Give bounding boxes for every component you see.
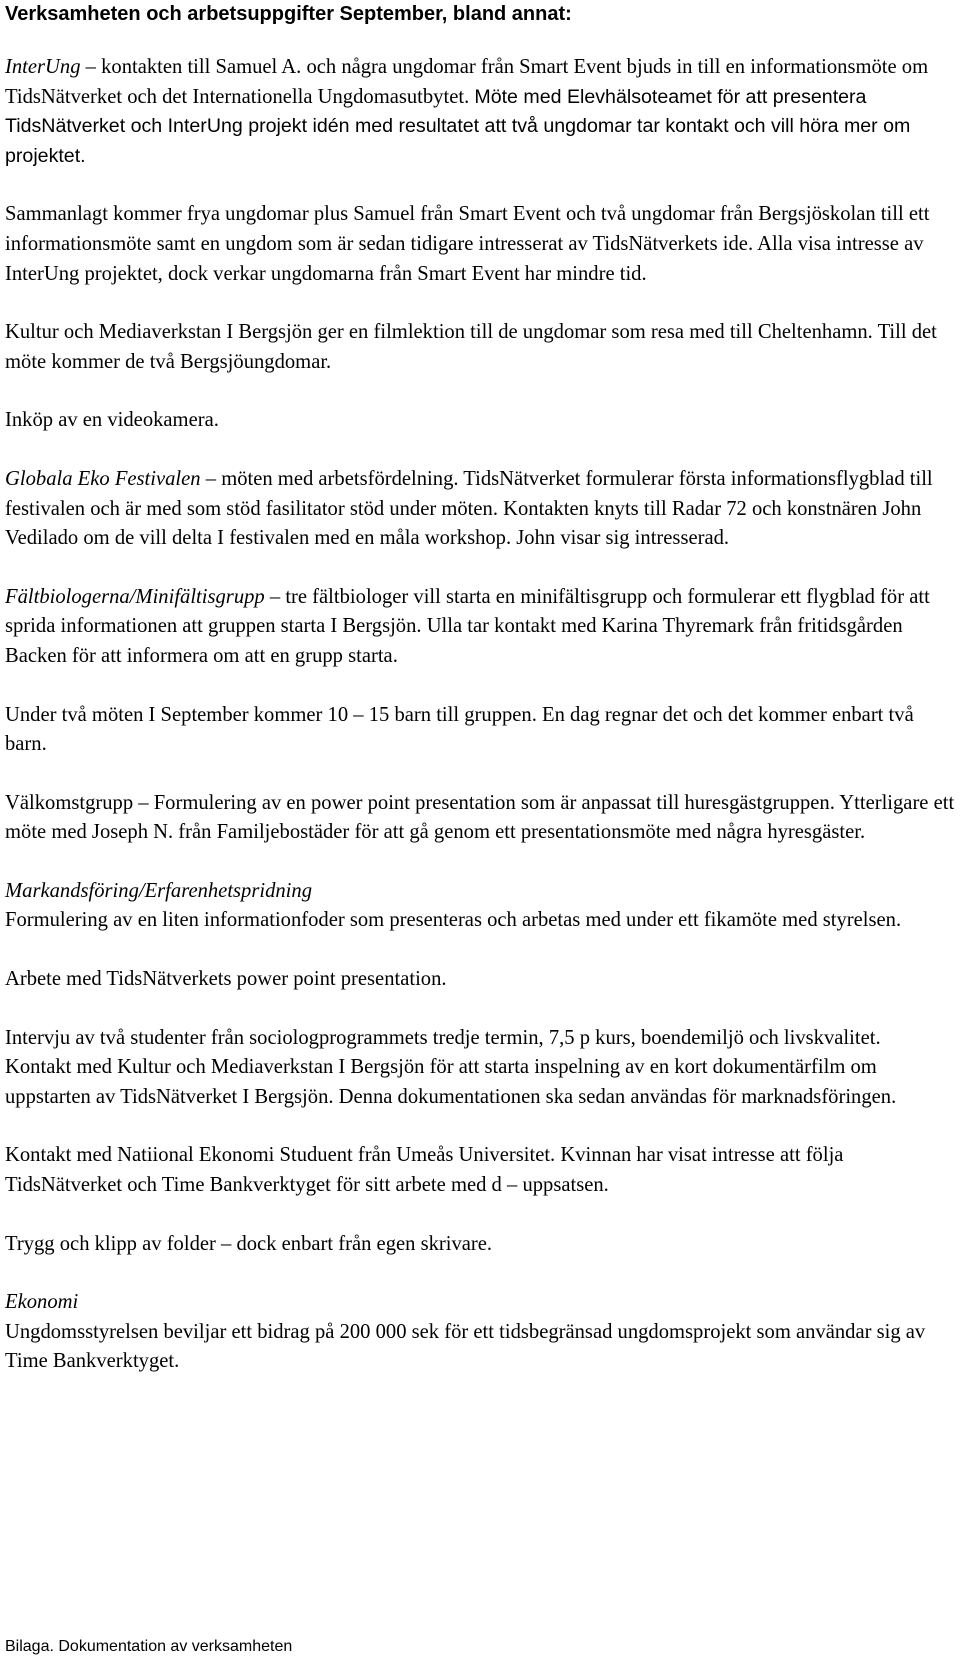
under-paragraph: Under två möten I September kommer 10 – 15 barn till gruppen. En dag regnar det och det kommer enbart två barn. [5, 703, 914, 756]
document-body [5, 0, 955, 1406]
intervju-paragraph: Intervju av två studenter från sociologprogrammets tredje termin, 7,5 p kurs, boendemiljö och livskvalitet. [5, 1026, 881, 1049]
ekonomi-paragraph [5, 1288, 955, 1377]
page-footer: Bilaga. Dokumentation av verksamheten [5, 1638, 293, 1655]
kontakt-kultur-paragraph: Kontakt med Kultur och Mediaverkstan I Bergsjön för att starta inspelning av en kort dokumentärfilm om uppstarten av TidsNätverket I Bergsjön. Denna dokumentationen ska sedan användas för marknadsföringen. [5, 1056, 897, 1108]
arbete-paragraph: Arbete med TidsNätverkets power point presentation. [5, 968, 447, 991]
valkomst-paragraph: Välkomstgrupp – Formulering av en power point presentation som är anpassat till huresgästgruppen. Ytterligare ett möte med Joseph N. från Familjebostäder för att gå genom ett presentationsmöte med några hyresgäster. [5, 791, 955, 844]
globala-title: Globala Eko Festivalen [5, 467, 201, 490]
inkop-paragraph: Inköp av en videokamera. [5, 409, 219, 432]
sammanlagt-paragraph: Sammanlagt kommer frya ungdomar plus Samuel från Smart Event och två ungdomar från Bergsjöskolan till ett informationsmöte samt en ungdom som är sedan tidigare intresserat av TidsNätverkets ide. Alla visa intresse av InterUng projektet, dock verkar ungdomarna från Smart Event har mindre tid. [5, 203, 930, 285]
trygg-paragraph: Trygg och klipp av folder – dock enbart från egen skrivare. [5, 1232, 493, 1255]
faltbiologerna-title: Fältbiologerna/Minifältisgrupp [5, 585, 265, 608]
markand-paragraph [5, 877, 955, 936]
interung-paragraph [5, 53, 955, 171]
ekonomi-title: Ekonomi [5, 1291, 79, 1314]
faltbiologerna-paragraph [5, 583, 955, 672]
interung-text: – kontakten till Samuel A. och några ungdomar från Smart Event bjuds in till en informationsmöte om TidsNätverket och det Internationella Ungdomasutbytet. [5, 56, 929, 108]
kontakt-natiional-paragraph: Kontakt med Natiional Ekonomi Studuent från Umeås Universitet. Kvinnan har visat intresse att följa TidsNätverket och Time Bankverktyget för sitt arbete med d – uppsatsen. [5, 1144, 844, 1197]
interung-title: InterUng [5, 56, 81, 78]
kultur-paragraph: Kultur och Mediaverkstan I Bergsjön ger en filmlektion till de ungdomar som resa med till Cheltenhamn. Till det möte kommer de två Bergsjöungdomar. [5, 321, 937, 373]
ekonomi-text: Ungdomsstyrelsen beviljar ett bidrag på 200 000 sek för ett tidsbegränsad ungdomsprojekt som användar sig av Time Bankverktyget. [5, 1320, 926, 1373]
globala-paragraph [5, 465, 955, 554]
markand-title: Markandsföring/Erfarenhetspridning [5, 879, 312, 902]
markand-text: Formulering av en liten informationfoder som presenteras och arbetas med under ett fikamöte med styrelsen. [5, 909, 902, 932]
faltbiologerna-text: – tre fältbiologer vill starta en minifältisgrupp och formulerar ett flygblad för att sprida informationen att gruppen starta I Bergsjön. Ulla tar kontakt med Karina Thyremark från fritidsgården Backen för att informera om att en grupp starta. [5, 585, 930, 667]
elevhalsoteam-text: Möte med Elevhälsoteamet för att presentera TidsNätverket och InterUng projekt idén med resultatet att två ungdomar tar kontakt och vill höra mer om projektet. [5, 85, 911, 167]
document-heading: Verksamheten och arbetsuppgifter September, bland annat: [5, 3, 572, 25]
globala-text: – möten med arbetsfördelning. TidsNätverket formulerar första informationsflygblad till festivalen och är med som stöd fasilitator stöd under möten. Kontakten knyts till Radar 72 och konstnären John Vedilado om de vill delta I festivalen med en måla workshop. John visar sig intresserad. [5, 467, 933, 550]
